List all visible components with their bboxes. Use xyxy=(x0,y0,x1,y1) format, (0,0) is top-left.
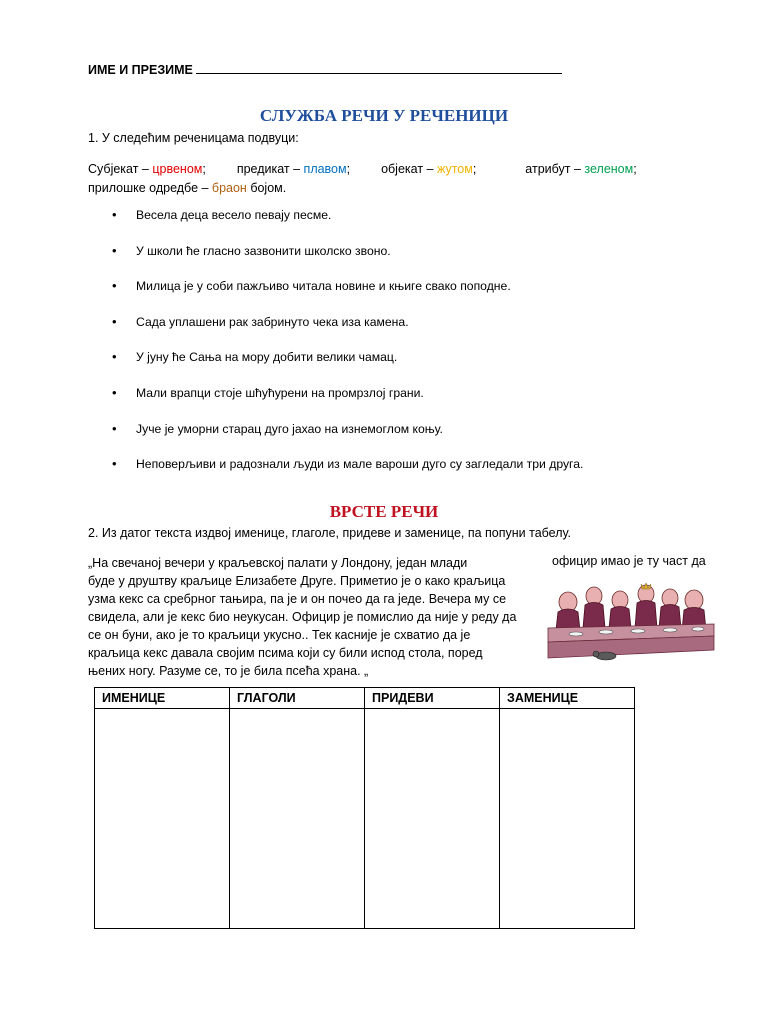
column-header-pronouns: ЗАМЕНИЦЕ xyxy=(500,688,635,709)
sep: ; xyxy=(202,162,206,176)
list-item: • Весела деца весело певају песме. xyxy=(112,207,332,222)
attribute-label: атрибут – xyxy=(525,162,585,176)
pronouns-answer-cell[interactable] xyxy=(500,709,635,929)
passage-continuation: официр имао је ту част да xyxy=(552,554,706,568)
object-color: жутом xyxy=(436,162,473,176)
subject-label: Субјекат – xyxy=(88,162,153,176)
passage-line: њених ногу. Разуме се, то је била псећа храна. „ xyxy=(88,664,369,678)
list-item: • У јуну ће Сања на мору добити велики чамац. xyxy=(112,349,398,365)
adjectives-answer-cell[interactable] xyxy=(365,709,500,929)
name-label: ИМЕ И ПРЕЗИМЕ xyxy=(88,63,193,77)
predicate-label: предикат – xyxy=(236,162,304,176)
list-item: • Милица је у соби пажљиво читала новине и књиге свако поподне. xyxy=(112,278,511,294)
sentence-text: Милица је у соби пажљиво читала новине и књиге свако поподне. xyxy=(136,279,511,294)
section1-title: СЛУЖБА РЕЧИ У РЕЧЕНИЦИ xyxy=(259,106,509,125)
sentence-list xyxy=(88,208,648,493)
passage-line: се он буни, ако је то краљици укусно.. Тек касније је схватио да је xyxy=(88,628,471,642)
task2-instruction: 2. Из датог текста издвој именице, глаголе, придеве и заменице, па попуни табелу. xyxy=(88,526,571,540)
sep: ; xyxy=(633,162,637,176)
column-header-adjectives: ПРИДЕВИ xyxy=(365,688,500,709)
attribute-color: зеленом xyxy=(584,162,634,176)
adverbial-suffix: бојом. xyxy=(246,181,287,195)
sep: ; xyxy=(472,162,477,176)
adverbial-color: браон xyxy=(211,181,247,195)
list-item: • Мали врапци стоје шћућурени на промрзлој грани. xyxy=(112,384,424,400)
subject-color: црвеном xyxy=(152,162,203,176)
verbs-answer-cell[interactable] xyxy=(230,709,365,929)
name-blank[interactable] xyxy=(196,62,562,74)
list-item: • Јуче је уморни старац дуго јахао на изнемоглом коњу. xyxy=(112,420,443,436)
story-passage xyxy=(88,554,528,680)
list-item: • У школи ће гласно зазвонити школско звоно. xyxy=(112,242,391,258)
section2-title: ВРСТЕ РЕЧИ xyxy=(329,502,439,521)
sentence-text: Јуче је уморни старац дуго јахао на изнемоглом коњу. xyxy=(136,421,443,436)
passage-line: узма кекс са сребрног тањира, па је и он почео да га једе. Вечера му се xyxy=(88,592,507,606)
passage-line: краљица кекс давала својим псима који су били испод стола, поред xyxy=(88,646,483,660)
predicate-color: плавом xyxy=(303,162,347,176)
sep: ; xyxy=(346,162,351,176)
list-item: • Неповерљиви и радознали људи из мале вароши дуго су загледали три друга. xyxy=(112,456,584,472)
list-item: • Сада уплашени рак забринуто чека иза камена. xyxy=(112,313,409,329)
column-header-nouns: ИМЕНИЦЕ xyxy=(95,688,230,709)
royal-dinner-illustration xyxy=(546,572,716,664)
column-header-verbs: ГЛАГОЛИ xyxy=(230,688,365,709)
nouns-answer-cell[interactable] xyxy=(95,709,230,929)
sentence-text: Неповерљиви и радознали људи из мале вароши дуго су загледали три друга. xyxy=(136,457,584,472)
sentence-text: Мали врапци стоје шћућурени на промрзлој грани. xyxy=(136,385,424,400)
passage-line: буде у друштву краљице Елизабете Друге. Приметио је о како краљица xyxy=(88,574,506,588)
passage-line: свидела, али је кекс био неукусан. Официр је помислио да није у реду да xyxy=(88,610,517,624)
object-label: објекат – xyxy=(381,162,437,176)
sentence-text: У јуну ће Сања на мору добити велики чамац. xyxy=(136,350,398,365)
sentence-text: Сада уплашени рак забринуто чека иза камена. xyxy=(136,314,409,329)
name-field-line xyxy=(88,62,562,77)
sentence-text: У школи ће гласно зазвонити школско звоно. xyxy=(136,243,391,258)
color-legend-line2 xyxy=(88,181,286,195)
sentence-text: Весела деца весело певају песме. xyxy=(136,208,332,222)
color-legend-line1 xyxy=(88,162,637,176)
passage-line: „На свечаној вечери у краљевској палати у Лондону, један млади xyxy=(88,556,468,570)
task1-instruction: 1. У следећим реченицама подвуци: xyxy=(88,131,299,145)
adverbial-label: прилошке одредбе – xyxy=(88,181,212,195)
word-types-table xyxy=(94,687,635,929)
